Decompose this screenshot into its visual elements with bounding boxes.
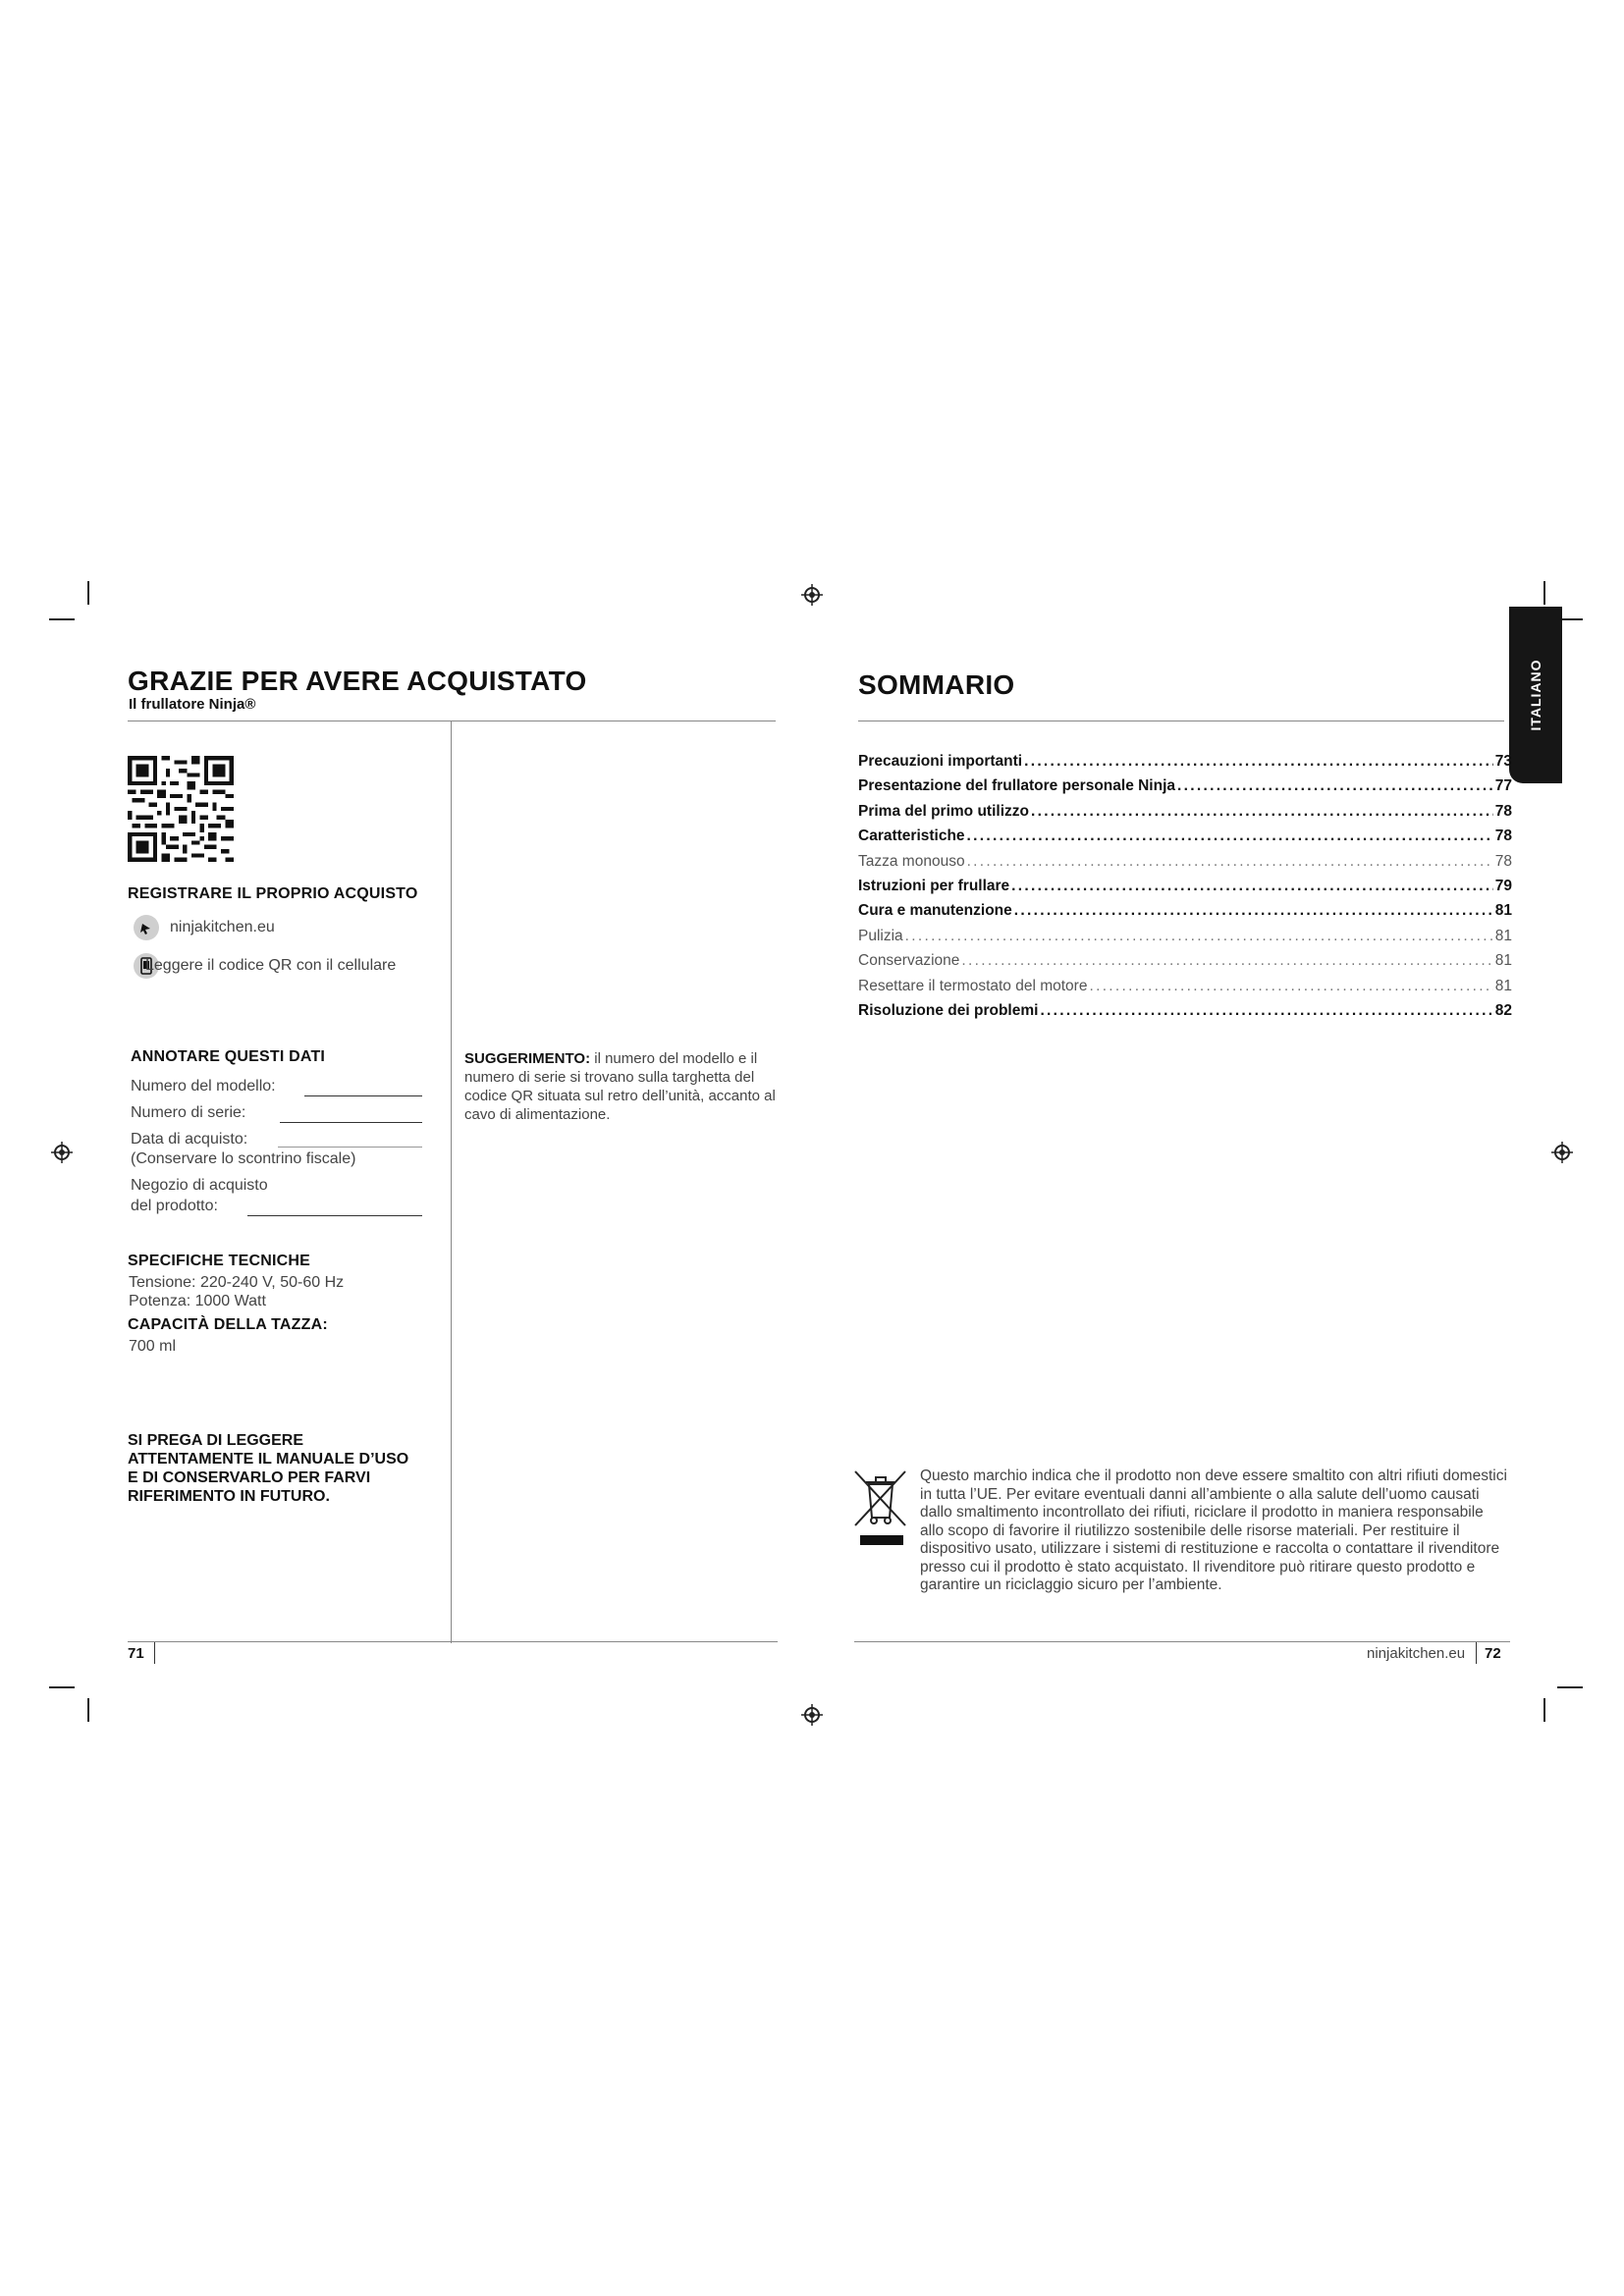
toc-entry-page: 81 [1494, 927, 1512, 944]
toc-entry-label: Conservazione [858, 952, 960, 970]
toc-entry-label: Prima del primo utilizzo [858, 802, 1029, 820]
register-heading: REGISTRARE IL PROPRIO ACQUISTO [128, 885, 418, 902]
register-website-link[interactable]: ninjakitchen.eu [170, 919, 275, 935]
toc-leader-dots [1014, 902, 1493, 920]
registration-mark-icon [801, 1704, 823, 1726]
purchase-date-label: Data di acquisto: [131, 1131, 248, 1148]
toc-entry-page: 81 [1494, 952, 1512, 970]
weee-disposal-notice: Questo marchio indica che il prodotto non deve essere smaltito con altri rifiuti domestici in tutta l’UE. Per evitare eventuali danni all’ambiente o alla salute dell’uomo causati dallo smaltimento incontrollato dei rifiuti, riciclare il prodotto in maniera responsabile allo scopo di favorire il riutilizzo sostenibile delle risorse materiali. Per restituire il dispositivo usato, utilizzare i sistemi di restituzione e raccolta o contattare il rivenditore presso cui il prodotto è stato acquistato. Il rivenditore può ritirare questo prodotto e garantire un riciclaggio sicuro per l’ambiente. [920, 1468, 1507, 1593]
specs-voltage: Tensione: 220-240 V, 50-60 Hz [129, 1274, 345, 1291]
toc-entry[interactable] [858, 853, 1512, 878]
toc-entry-label: Cura e manutenzione [858, 902, 1012, 920]
record-heading: ANNOTARE QUESTI DATI [131, 1048, 326, 1065]
crop-mark [49, 1686, 75, 1688]
toc-leader-dots [905, 928, 1493, 945]
crop-mark [1543, 1698, 1545, 1722]
column-divider [451, 721, 452, 1643]
qr-code-icon [128, 756, 234, 862]
toc-leader-dots [961, 952, 1492, 970]
crop-mark [1543, 581, 1545, 605]
crop-mark [87, 1698, 89, 1722]
footer-divider [128, 1641, 778, 1642]
toc-entry[interactable] [858, 753, 1512, 777]
footer-divider [854, 1641, 1510, 1642]
toc-entry-label: Precauzioni importanti [858, 753, 1023, 770]
toc-entry-label: Tazza monouso [858, 852, 965, 870]
crop-mark [1557, 1686, 1583, 1688]
toc-entry[interactable] [858, 978, 1512, 1002]
toc-leader-dots [1031, 803, 1493, 821]
toc-entry[interactable] [858, 928, 1512, 952]
toc-entry[interactable] [858, 777, 1512, 802]
language-tab-label: ITALIANO [1528, 659, 1543, 731]
toc-leader-dots [1089, 978, 1492, 995]
model-number-field[interactable] [304, 1095, 422, 1096]
page-title: GRAZIE PER AVERE ACQUISTATO [128, 666, 587, 696]
toc-entry-page: 78 [1494, 802, 1512, 820]
model-number-label: Numero del modello: [131, 1078, 276, 1095]
specs-power: Potenza: 1000 Watt [129, 1293, 266, 1309]
specs-heading: SPECIFICHE TECNICHE [128, 1253, 311, 1269]
toc-entry-label: Risoluzione dei problemi [858, 1001, 1039, 1019]
toc-entry-label: Presentazione del frullatore personale Ninja [858, 777, 1176, 795]
read-manual-notice: SI PREGA DI LEGGERE ATTENTAMENTE IL MANUALE D’USO E DI CONSERVARLO PER FARVI RIFERIMENTO IN FUTURO. [128, 1432, 409, 1505]
capacity-heading: CAPACITÀ DELLA TAZZA: [128, 1316, 328, 1333]
language-tab [1509, 607, 1562, 783]
weee-bin-icon [852, 1468, 911, 1551]
toc-entry-label: Istruzioni per frullare [858, 877, 1010, 894]
toc-entry-page: 78 [1494, 852, 1512, 870]
capacity-value: 700 ml [129, 1338, 177, 1355]
table-of-contents [858, 753, 1512, 1027]
toc-entry-page: 77 [1494, 777, 1512, 795]
store-field[interactable] [247, 1215, 422, 1216]
store-label-line1: Negozio di acquisto [131, 1177, 268, 1194]
toc-entry-page: 82 [1494, 1001, 1512, 1019]
toc-leader-dots [1024, 753, 1493, 771]
toc-entry-label: Caratteristiche [858, 828, 965, 845]
scan-qr-text: Leggere il codice QR con il cellulare [145, 957, 397, 974]
globe-icon [134, 915, 159, 940]
toc-entry[interactable] [858, 952, 1512, 977]
serial-number-label: Numero di serie: [131, 1104, 246, 1121]
toc-leader-dots [1040, 1002, 1492, 1020]
toc-entry-page: 73 [1494, 753, 1512, 770]
footer-tick [154, 1642, 155, 1664]
footer-website: ninjakitchen.eu [1367, 1645, 1466, 1662]
receipt-note: (Conservare lo scontrino fiscale) [131, 1150, 356, 1167]
toc-entry-label: Pulizia [858, 927, 903, 944]
toc-leader-dots [967, 853, 1493, 871]
footer-tick [1476, 1642, 1477, 1664]
serial-number-field[interactable] [280, 1122, 422, 1123]
registration-mark-icon [51, 1142, 73, 1163]
toc-entry-label: Resettare il termostato del motore [858, 977, 1088, 994]
toc-entry[interactable] [858, 878, 1512, 902]
toc-entry-page: 81 [1494, 977, 1512, 994]
registration-mark-icon [1551, 1142, 1573, 1163]
toc-entry[interactable] [858, 803, 1512, 828]
crop-mark [87, 581, 89, 605]
tip-label: SUGGERIMENTO: [464, 1050, 591, 1067]
toc-entry-page: 81 [1494, 902, 1512, 920]
tip-text: il numero del modello e il numero di serie si trovano sulla targhetta del codice QR situata sul retro dell’unità, accanto al cavo di alimentazione. [464, 1050, 776, 1123]
crop-mark [49, 618, 75, 620]
toc-entry[interactable] [858, 1002, 1512, 1027]
page-number-right: 72 [1485, 1645, 1501, 1662]
store-label-line2: del prodotto: [131, 1198, 218, 1214]
toc-entry[interactable] [858, 902, 1512, 927]
tip-box [464, 1049, 784, 1124]
toc-leader-dots [967, 828, 1493, 845]
purchase-date-field[interactable] [278, 1147, 422, 1148]
toc-title: SOMMARIO [858, 669, 1015, 700]
toc-leader-dots [1011, 878, 1493, 895]
toc-entry-page: 78 [1494, 828, 1512, 845]
toc-entry[interactable] [858, 828, 1512, 852]
page-number-left: 71 [128, 1645, 144, 1662]
page-subtitle: Il frullatore Ninja® [129, 696, 256, 713]
toc-leader-dots [1177, 777, 1493, 795]
registration-mark-icon [801, 584, 823, 606]
toc-entry-page: 79 [1494, 877, 1512, 894]
